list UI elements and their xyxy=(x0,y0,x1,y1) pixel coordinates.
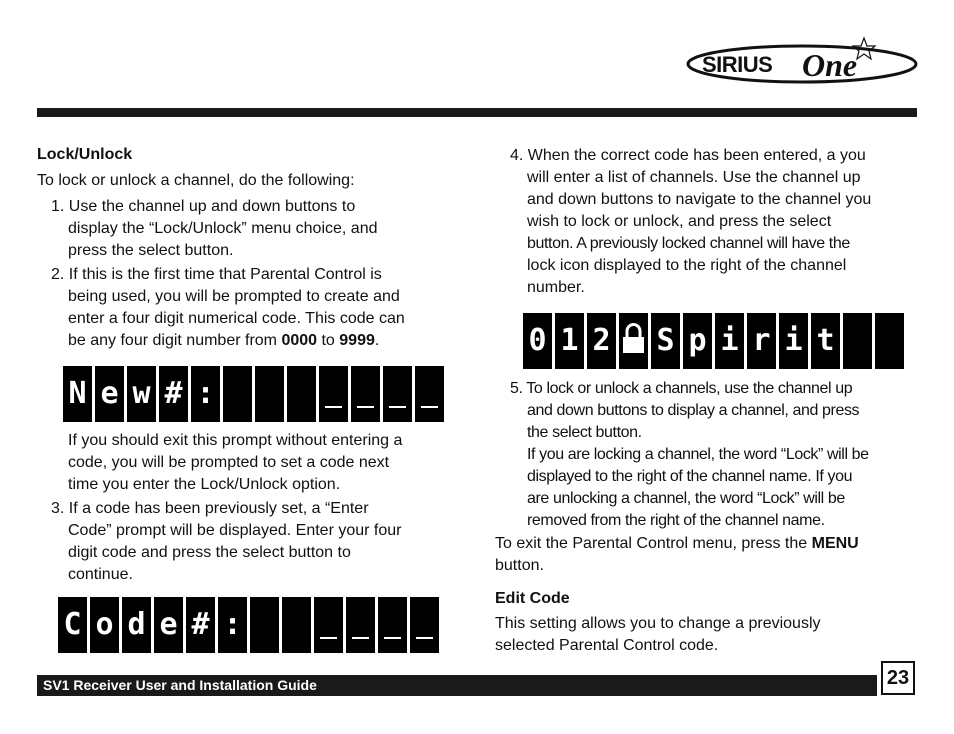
step-1-line-3: press the select button. xyxy=(68,242,234,259)
lcd-cell: S xyxy=(651,313,680,369)
lcd-cell: : xyxy=(191,366,220,422)
step-3-line-2: Code” prompt will be displayed. Enter your four xyxy=(68,522,402,539)
lcd-cell: 1 xyxy=(555,313,584,369)
step-3-line-1: 3. If a code has been previously set, a “Enter xyxy=(51,500,369,517)
lcd-underscore xyxy=(352,637,369,639)
step-4-line-1: 4. When the correct code has been entered, a you xyxy=(510,147,866,164)
step-3-line-3: digit code and press the select button to xyxy=(68,544,351,561)
lcd-cell: w xyxy=(127,366,156,422)
section-heading-edit-code: Edit Code xyxy=(495,590,570,607)
lcd-cell xyxy=(378,597,407,653)
lcd-cell xyxy=(255,366,284,422)
step-5-line-7: removed from the right of the channel name. xyxy=(527,512,825,529)
lcd-cell: p xyxy=(683,313,712,369)
lcd-cell xyxy=(415,366,444,422)
lock-icon xyxy=(619,313,648,369)
lcd-cell xyxy=(346,597,375,653)
step-4-line-5: button. A previously locked channel will have the xyxy=(527,235,850,252)
exit-note-line-2: code, you will be prompted to set a code next xyxy=(68,454,390,471)
edit-code-line-1: This setting allows you to change a previously xyxy=(495,615,821,632)
step-5-line-3: the select button. xyxy=(527,424,642,441)
lcd-cell xyxy=(282,597,311,653)
lcd-cell xyxy=(383,366,412,422)
lcd-cell xyxy=(843,313,872,369)
lcd-cell xyxy=(223,366,252,422)
lcd-underscore xyxy=(384,637,401,639)
lcd-cell xyxy=(351,366,380,422)
page-number: 23 xyxy=(881,661,915,695)
footer-title: SV1 Receiver User and Installation Guide xyxy=(43,677,317,693)
svg-text:SIRIUS: SIRIUS xyxy=(702,52,773,77)
lcd-cell xyxy=(410,597,439,653)
step-3-line-4: continue. xyxy=(68,566,133,583)
intro-text: To lock or unlock a channel, do the following: xyxy=(37,172,355,189)
lcd-display-channel xyxy=(523,313,907,371)
exit-menu-line: To exit the Parental Control menu, press the MENU xyxy=(495,535,859,552)
lcd-underscore xyxy=(325,406,342,408)
code-from: 0000 xyxy=(281,332,318,349)
step-4-line-2: will enter a list of channels. Use the channel up xyxy=(527,169,861,186)
lcd-cell: C xyxy=(58,597,87,653)
step-1-line-2: display the “Lock/Unlock” menu choice, and xyxy=(68,220,378,237)
lcd-cell: 2 xyxy=(587,313,616,369)
lcd-cell: : xyxy=(218,597,247,653)
menu-key-label: MENU xyxy=(811,535,859,552)
footer-bar xyxy=(37,675,877,696)
lcd-cell: e xyxy=(95,366,124,422)
lcd-underscore xyxy=(416,637,433,639)
lcd-display-enter-code xyxy=(58,597,442,655)
lcd-underscore xyxy=(421,406,438,408)
lcd-cell: i xyxy=(779,313,808,369)
lcd-cell: N xyxy=(63,366,92,422)
step-5-line-6: are unlocking a channel, the word “Lock” will be xyxy=(527,490,845,507)
lcd-cell xyxy=(319,366,348,422)
exit-note-line-3: time you enter the Lock/Unlock option. xyxy=(68,476,341,493)
lcd-cell: o xyxy=(90,597,119,653)
step-5-line-2: and down buttons to display a channel, and press xyxy=(527,402,860,419)
step-5-line-1: 5. To lock or unlock a channels, use the channel up xyxy=(510,380,853,397)
lcd-underscore xyxy=(357,406,374,408)
step-2-line-3: enter a four digit numerical code. This code can xyxy=(68,310,405,327)
step-4-line-3: and down buttons to navigate to the channel you xyxy=(527,191,872,208)
step-5-line-5: displayed to the right of the channel name. If you xyxy=(527,468,853,485)
lcd-cell: i xyxy=(715,313,744,369)
lcd-cell: d xyxy=(122,597,151,653)
lcd-cell: e xyxy=(154,597,183,653)
lcd-cell xyxy=(287,366,316,422)
header-rule xyxy=(37,108,917,117)
lcd-cell xyxy=(250,597,279,653)
lcd-underscore xyxy=(389,406,406,408)
step-5-line-4: If you are locking a channel, the word “Lock” will be xyxy=(527,446,869,463)
step-4-line-4: wish to lock or unlock, and press the select xyxy=(527,213,832,230)
svg-text:One: One xyxy=(802,47,858,83)
section-heading-lock-unlock: Lock/Unlock xyxy=(37,146,133,163)
lcd-cell: # xyxy=(159,366,188,422)
lcd-cell: 0 xyxy=(523,313,552,369)
lcd-cell: # xyxy=(186,597,215,653)
step-2-line-1: 2. If this is the first time that Parental Control is xyxy=(51,266,382,283)
step-2-line-4: be any four digit number from 0000 to 9999. xyxy=(68,332,380,349)
lcd-display-new-code xyxy=(63,366,447,424)
exit-menu-line-2: button. xyxy=(495,557,544,574)
lcd-cell xyxy=(314,597,343,653)
step-4-line-6: lock icon displayed to the right of the channel xyxy=(527,257,847,274)
sirius-one-logo xyxy=(684,36,920,86)
step-1-line-1: 1. Use the channel up and down buttons to xyxy=(51,198,356,215)
code-to: 9999 xyxy=(339,332,375,349)
exit-note-line-1: If you should exit this prompt without entering a xyxy=(68,432,403,449)
lcd-cell xyxy=(875,313,904,369)
lcd-cell: t xyxy=(811,313,840,369)
step-4-line-7: number. xyxy=(527,279,585,296)
lcd-underscore xyxy=(320,637,337,639)
lcd-cell: r xyxy=(747,313,776,369)
edit-code-line-2: selected Parental Control code. xyxy=(495,637,719,654)
step-2-line-2: being used, you will be prompted to create and xyxy=(68,288,400,305)
